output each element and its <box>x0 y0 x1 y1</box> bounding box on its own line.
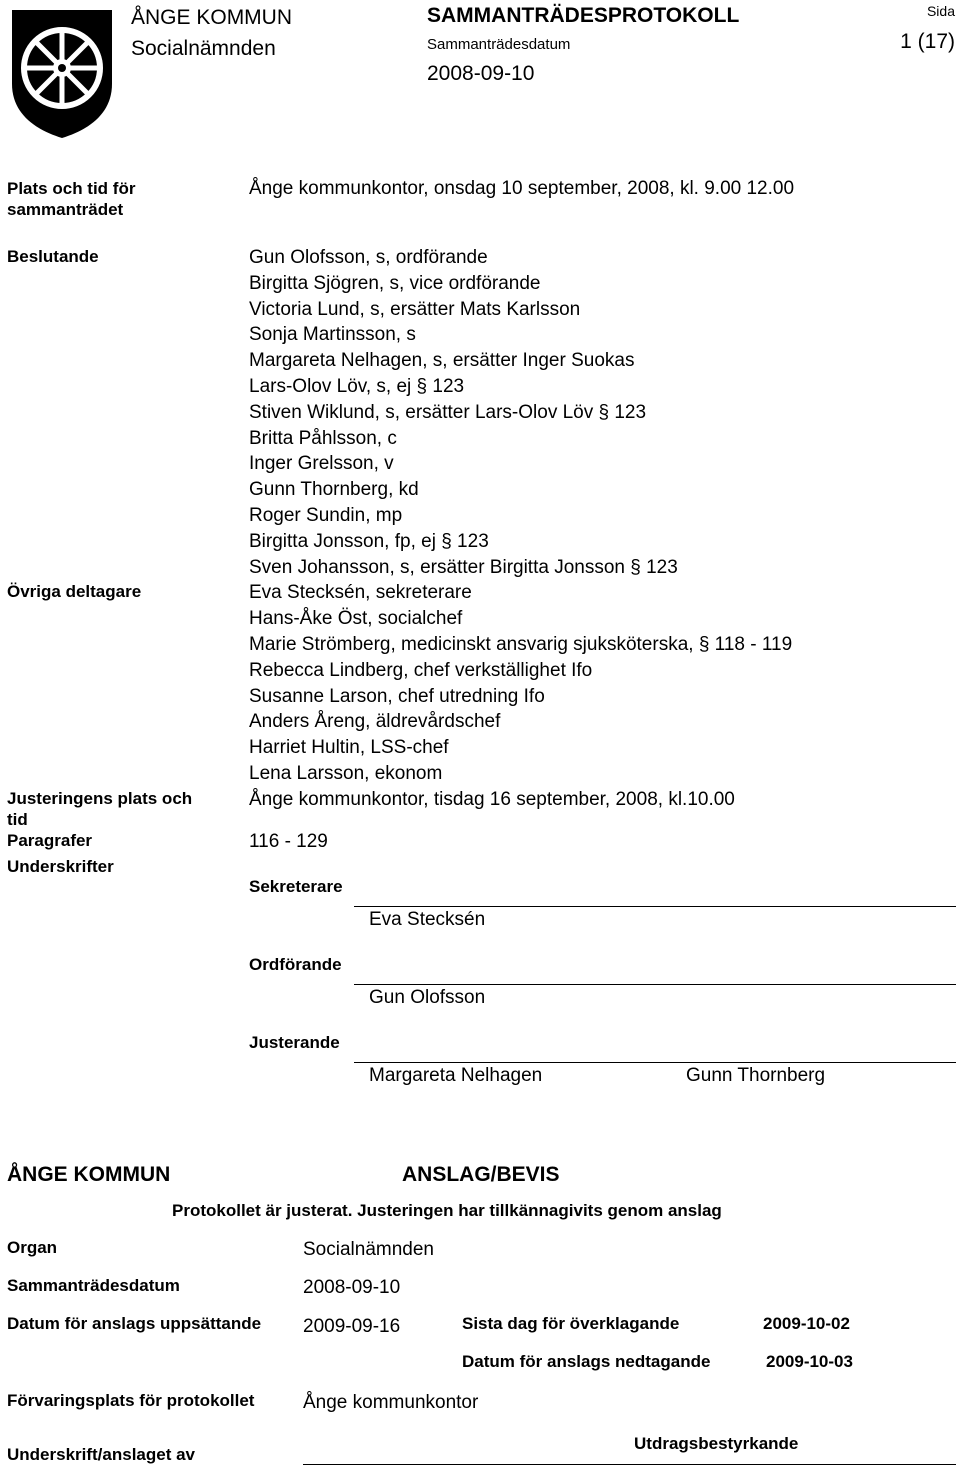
deciding-member: Inger Grelsson, v <box>249 453 394 475</box>
posted-by-signature-line <box>303 1464 956 1465</box>
other-participant: Eva Stecksén, sekreterare <box>249 582 472 604</box>
removed-date-label: Datum för anslags nedtagande <box>462 1352 711 1371</box>
adjuster-name-2: Gunn Thornberg <box>686 1065 826 1086</box>
paragraphs-value: 116 - 129 <box>249 831 328 852</box>
deciding-member: Sonja Martinsson, s <box>249 324 416 346</box>
organ-label: Organ <box>7 1238 58 1257</box>
removed-date-value: 2009-10-03 <box>766 1352 853 1371</box>
meeting-date-label: Sammanträdesdatum <box>427 36 571 53</box>
adjustment-place-time-label: Justeringens plats och tid <box>7 789 193 829</box>
notice-title: ANSLAG/BEVIS <box>402 1163 560 1186</box>
municipality-coat-of-arms-logo <box>6 6 118 140</box>
posted-date-value: 2009-09-16 <box>303 1316 401 1337</box>
other-participant: Susanne Larson, chef utredning Ifo <box>249 685 545 707</box>
adjustment-place-time-value: Ånge kommunkontor, tisdag 16 september, 2008, kl.10.00 <box>249 788 735 810</box>
deciding-member: Lars-Olov Löv, s, ej § 123 <box>249 375 465 397</box>
deciding-member: Roger Sundin, mp <box>249 504 403 526</box>
storage-value: Ånge kommunkontor <box>303 1392 479 1413</box>
page-label: Sida <box>926 3 955 19</box>
storage-label: Förvaringsplats för protokollet <box>7 1391 255 1410</box>
deciding-member: Gunn Thornberg, kd <box>249 479 419 501</box>
document-title: SAMMANTRÄDESPROTOKOLL <box>427 4 740 27</box>
organ-value: Socialnämnden <box>303 1239 434 1260</box>
header-department: Socialnämnden <box>131 37 276 60</box>
deciding-member: Gun Olofsson, s, ordförande <box>249 247 488 268</box>
other-participants-label: Övriga deltagare <box>7 582 142 601</box>
notice-statement: Protokollet är justerat. Justeringen har tillkännagivits genom anslag <box>172 1201 722 1220</box>
other-participant: Lena Larsson, ekonom <box>249 762 443 784</box>
adjuster-name-1: Margareta Nelhagen <box>369 1065 543 1086</box>
deciding-label: Beslutande <box>7 247 99 266</box>
other-participant: Hans-Åke Öst, socialchef <box>249 608 463 630</box>
chair-name: Gun Olofsson <box>369 987 486 1008</box>
meeting-date-value: 2008-09-10 <box>427 62 535 85</box>
notice-date-value: 2008-09-10 <box>303 1277 401 1298</box>
participants-list <box>249 245 792 813</box>
notice-date-label: Sammanträdesdatum <box>7 1276 180 1295</box>
other-participant: Anders Åreng, äldrevårdschef <box>249 711 501 733</box>
posted-date-label: Datum för anslags uppsättande <box>7 1314 262 1333</box>
place-time-label: Plats och tid för sammanträdet <box>7 179 136 219</box>
appeal-deadline-value: 2009-10-02 <box>763 1314 850 1333</box>
deciding-member: Margareta Nelhagen, s, ersätter Inger Suokas <box>249 350 635 372</box>
other-participant: Harriet Hultin, LSS-chef <box>249 737 449 759</box>
excerpt-certification-label: Utdragsbestyrkande <box>634 1434 799 1453</box>
notice-municipality: ÅNGE KOMMUN <box>7 1163 171 1186</box>
deciding-member: Stiven Wiklund, s, ersätter Lars-Olov Löv § 123 <box>249 401 647 423</box>
appeal-deadline-label: Sista dag för överklagande <box>462 1314 680 1333</box>
adjusters-role-label: Justerande <box>249 1033 340 1052</box>
deciding-member: Victoria Lund, s, ersätter Mats Karlsson <box>249 298 581 320</box>
adjusters-signature-line <box>354 1062 956 1063</box>
chair-role-label: Ordförande <box>249 955 342 974</box>
other-participant: Rebecca Lindberg, chef verkställighet Ifo <box>249 659 593 681</box>
header-municipality: ÅNGE KOMMUN <box>131 6 293 29</box>
paragraphs-label: Paragrafer <box>7 831 93 850</box>
secretary-name: Eva Stecksén <box>369 909 486 930</box>
signatures-label: Underskrifter <box>7 857 114 876</box>
deciding-member: Sven Johansson, s, ersätter Birgitta Jonsson § 123 <box>249 556 678 578</box>
other-participant: Marie Strömberg, medicinskt ansvarig sjuksköterska, § 118 - 119 <box>249 633 793 655</box>
place-time-value: Ånge kommunkontor, onsdag 10 september, 2008, kl. 9.00 12.00 <box>249 178 795 199</box>
deciding-member: Birgitta Sjögren, s, vice ordförande <box>249 272 541 294</box>
deciding-member: Birgitta Jonsson, fp, ej § 123 <box>249 530 489 552</box>
chair-signature-line <box>354 984 956 985</box>
posted-by-signature-label: Underskrift/anslaget av <box>7 1445 196 1464</box>
secretary-role-label: Sekreterare <box>249 877 343 896</box>
secretary-signature-line <box>354 906 956 907</box>
page-number: 1 (17) <box>900 30 955 53</box>
deciding-member: Britta Påhlsson, c <box>249 427 397 449</box>
